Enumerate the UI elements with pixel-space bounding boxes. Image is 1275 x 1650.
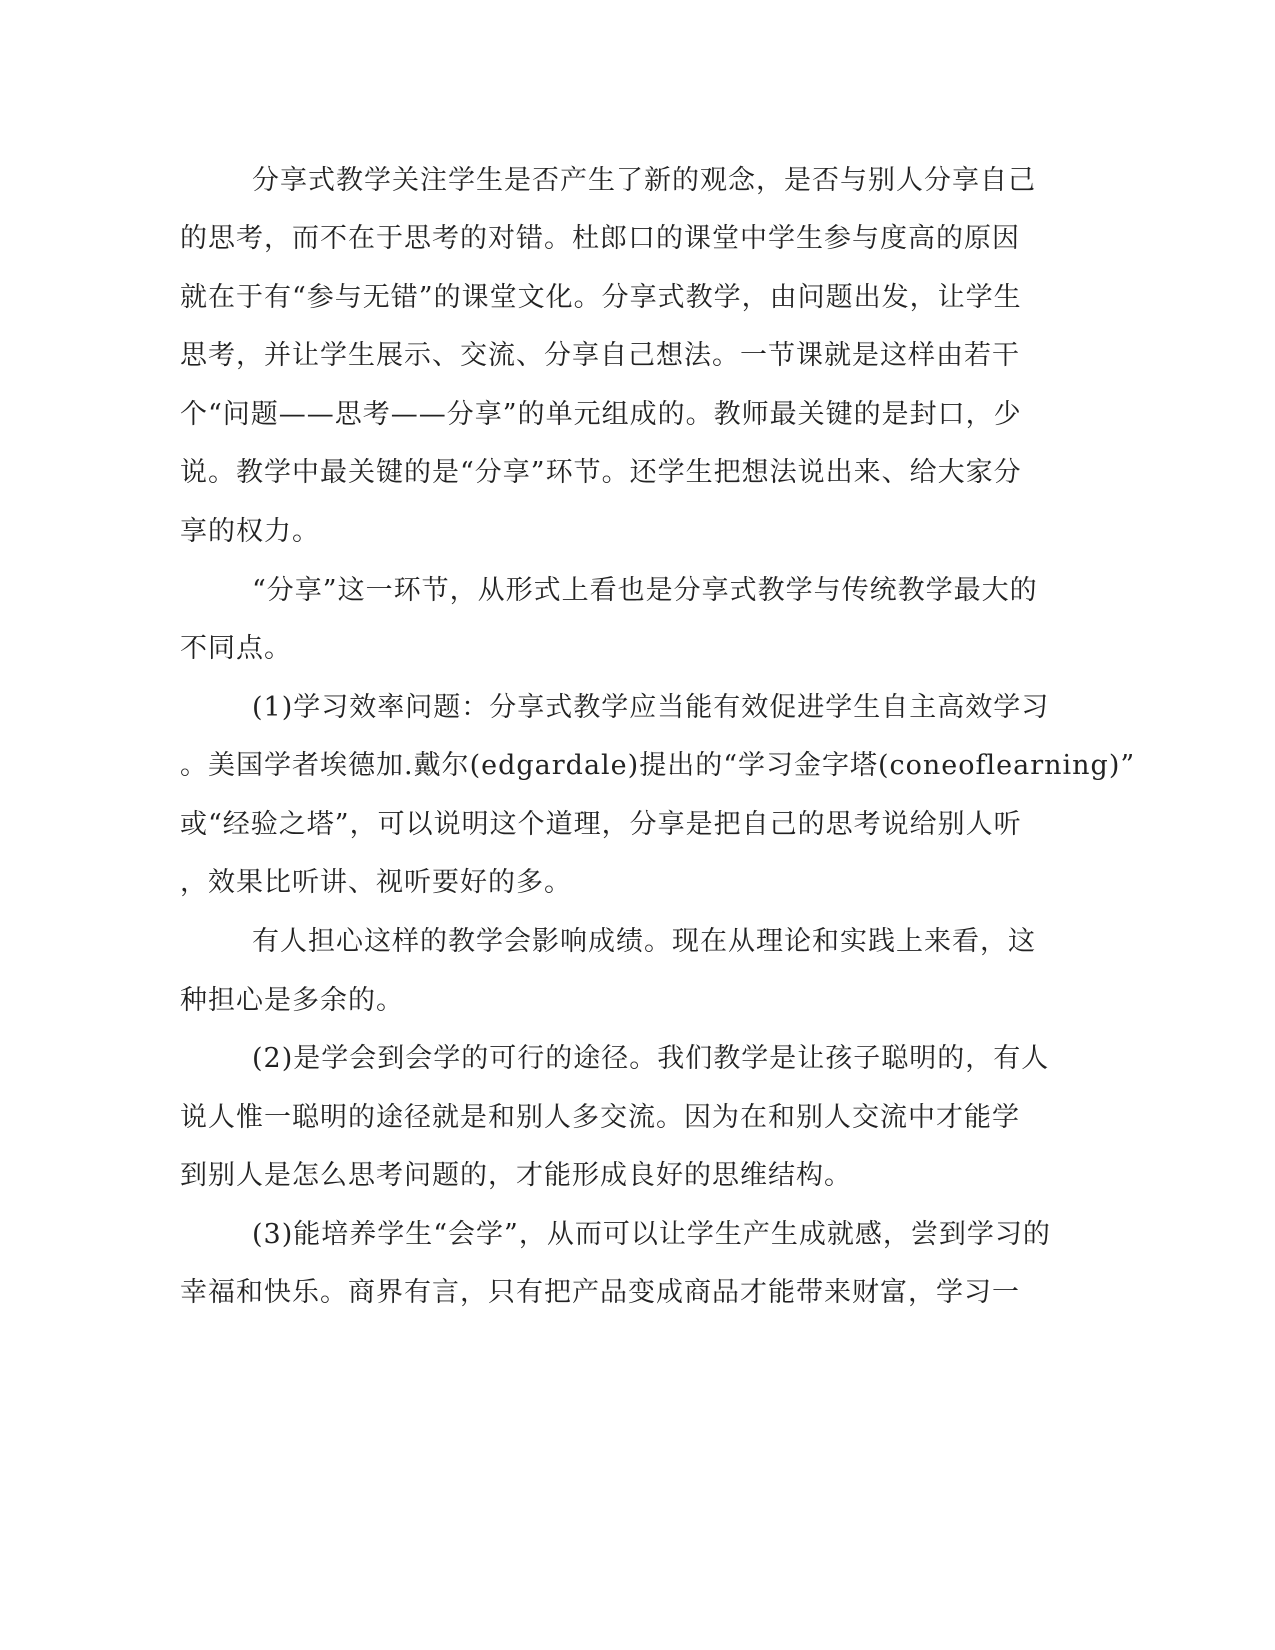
text-line: 幸福和快乐。商界有言，只有把产品变成商品才能带来财富，学习一 — [180, 1277, 1020, 1308]
text-line: 。美国学者埃德加.戴尔(edgardale)提出的“学习金字塔(coneoflearning)” — [180, 750, 1136, 781]
text-line: 享的权力。 — [180, 516, 320, 547]
text-line: 的思考，而不在于思考的对错。杜郎口的课堂中学生参与度高的原因 — [180, 223, 1020, 254]
text-line: (2)是学会到会学的可行的途径。我们教学是让孩子聪明的，有人 — [252, 1043, 1050, 1074]
text-line: 有人担心这样的教学会影响成绩。现在从理论和实践上来看，这 — [252, 926, 1036, 957]
text-line: 到别人是怎么思考问题的，才能形成良好的思维结构。 — [180, 1160, 852, 1191]
text-line: 不同点。 — [180, 633, 292, 664]
text-line: 就在于有“参与无错”的课堂文化。分享式教学，由问题出发，让学生 — [180, 282, 1022, 313]
text-line: ，效果比听讲、视听要好的多。 — [180, 867, 572, 898]
text-line: 分享式教学关注学生是否产生了新的观念，是否与别人分享自己 — [252, 165, 1036, 196]
text-line: (3)能培养学生“会学”，从而可以让学生产生成就感，尝到学习的 — [252, 1219, 1051, 1250]
text-line: 种担心是多余的。 — [180, 985, 404, 1016]
text-line: 说。教学中最关键的是“分享”环节。还学生把想法说出来、给大家分 — [180, 457, 1022, 488]
text-line: 个“问题——思考——分享”的单元组成的。教师最关键的是封口，少 — [180, 399, 1022, 430]
text-line: 或“经验之塔”，可以说明这个道理，分享是把自己的思考说给别人听 — [180, 809, 1022, 840]
text-line: 说人惟一聪明的途径就是和别人多交流。因为在和别人交流中才能学 — [180, 1102, 1020, 1133]
text-line: 思考，并让学生展示、交流、分享自己想法。一节课就是这样由若干 — [180, 340, 1020, 371]
text-line: “分享”这一环节，从形式上看也是分享式教学与传统教学最大的 — [252, 575, 1038, 606]
text-line: (1)学习效率问题：分享式教学应当能有效促进学生自主高效学习 — [252, 692, 1050, 723]
